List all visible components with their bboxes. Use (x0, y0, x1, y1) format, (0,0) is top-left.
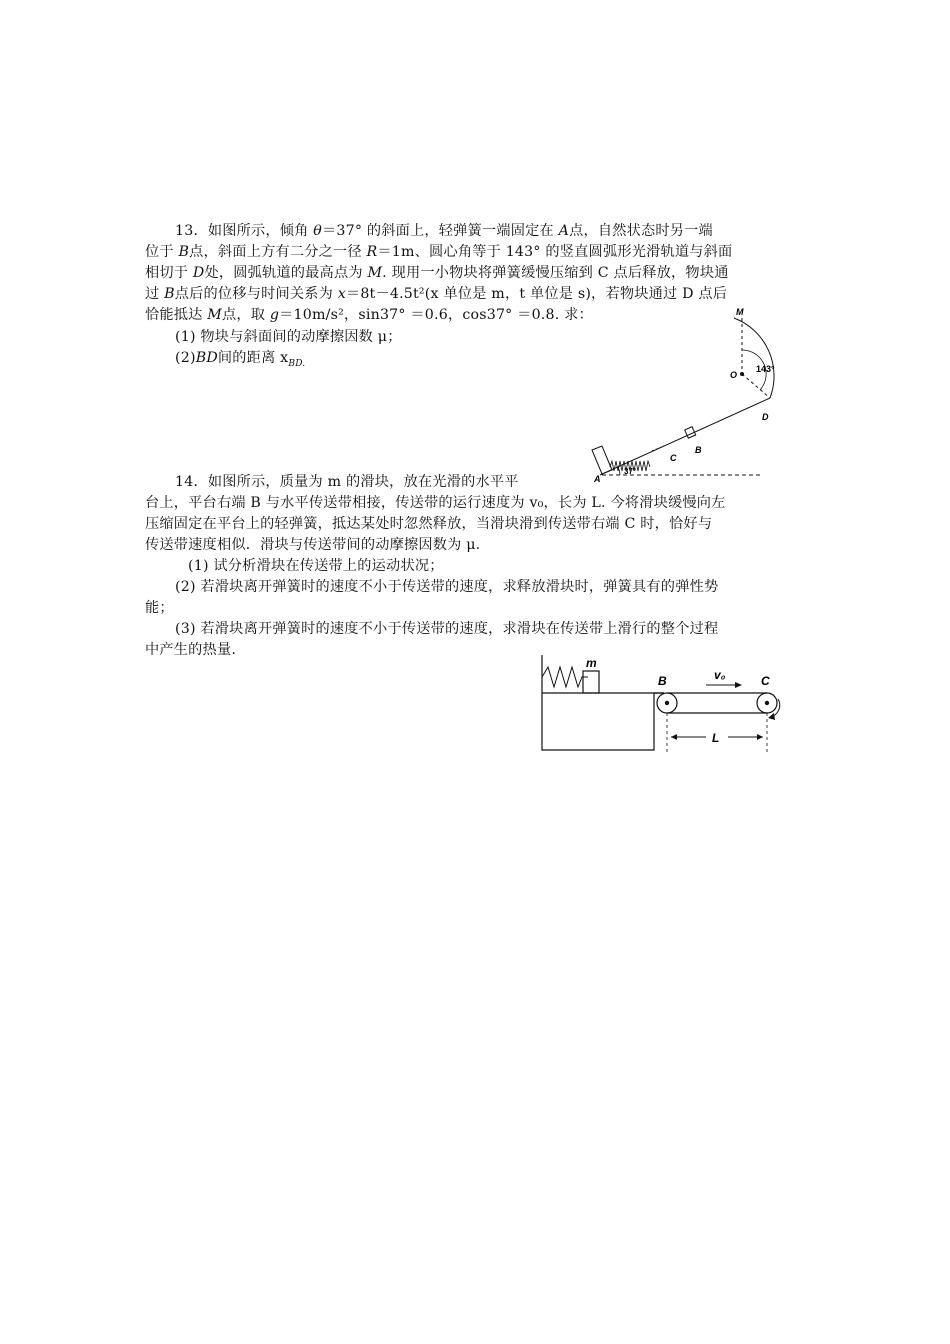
incline-line (600, 398, 770, 475)
slider-block-m (583, 671, 599, 693)
q14-line-4: 传送带速度相似．滑块与传送带间的动摩擦因数为 μ. (145, 537, 481, 553)
fig1-label-c: C (670, 453, 677, 463)
q13-line-3: 相切于 D处，圆弧轨道的最高点为 M. 现用一小物块将弹簧缓慢压缩到 C 点后释放，物块通 (145, 265, 729, 281)
fig1-label-o: O (730, 370, 738, 380)
fig1-label-d: D (762, 412, 769, 422)
fig1-label-m: M (736, 307, 744, 317)
figure-conveyor-belt (538, 655, 798, 755)
fig1-label-incline-angle: 37° (624, 467, 637, 476)
center-point-o (740, 372, 744, 376)
q13-line-4: 过 B点后的位移与时间关系为 x＝8t－4.5t²(x 单位是 m，t 单位是 s)，若物块通过 D 点后 (145, 286, 728, 302)
q13-line-5: 恰能抵达 M点，取 g＝10m/s²，sin37° ＝0.6，cos37° ＝0.8. 求： (145, 307, 593, 323)
figure-incline-circular-track (580, 307, 820, 485)
fig2-label-l: L (712, 731, 720, 745)
fig1-label-b: B (695, 445, 702, 455)
q14-sub-2b: 能； (145, 600, 174, 616)
fig2-label-c: C (761, 674, 770, 688)
fig2-label-b: B (658, 674, 667, 688)
q13-sub-2: (2)BD间的距离 $x_{BD.}$ (175, 350, 306, 369)
rotation-arrow (770, 699, 780, 717)
q13-sub-1: (1) 物块与斜面间的动摩擦因数 μ； (175, 329, 402, 345)
circular-track (734, 318, 774, 398)
fig2-label-v0: v₀ (714, 668, 726, 682)
fig2-label-m: m (586, 656, 597, 670)
q14-sub-3b: 中产生的热量. (145, 642, 237, 658)
q14-line-3: 压缩固定在平台上的轻弹簧，抵达某处时忽然释放，当滑块滑到传送带右端 C 时，恰好与 (145, 516, 713, 532)
q13-line-1: 13．如图所示，倾角 θ＝37° 的斜面上，轻弹簧一端固定在 A点，自然状态时另一端 (175, 223, 713, 239)
fig1-label-a: A (594, 474, 601, 484)
q14-sub-1: (1) 试分析滑块在传送带上的运动状况； (188, 558, 444, 574)
spring (542, 667, 588, 687)
q13-line-2: 位于 B点，斜面上方有二分之一径 R＝1m、圆心角等于 143° 的竖直圆弧形光滑轨道与斜面 (145, 244, 733, 260)
q14-sub-3a: (3) 若滑块离开弹簧时的速度不小于传送带的速度，求滑块在传送带上滑行的整个过程 (175, 621, 719, 637)
wall-block (592, 446, 612, 474)
q14-sub-2a: (2) 若滑块离开弹簧时的速度不小于传送带的速度，求释放滑块时，弹簧具有的弹性势 (175, 579, 719, 595)
q14-line-2: 台上，平台右端 B 与水平传送带相接，传送带的运行速度为 v₀，长为 L. 今将滑块缓慢向左 (145, 495, 726, 511)
sliding-block (685, 427, 696, 438)
fig1-label-angle: 143° (756, 364, 775, 374)
q14-line-1: 14．如图所示，质量为 m 的滑块，放在光滑的水平平 (175, 474, 519, 490)
